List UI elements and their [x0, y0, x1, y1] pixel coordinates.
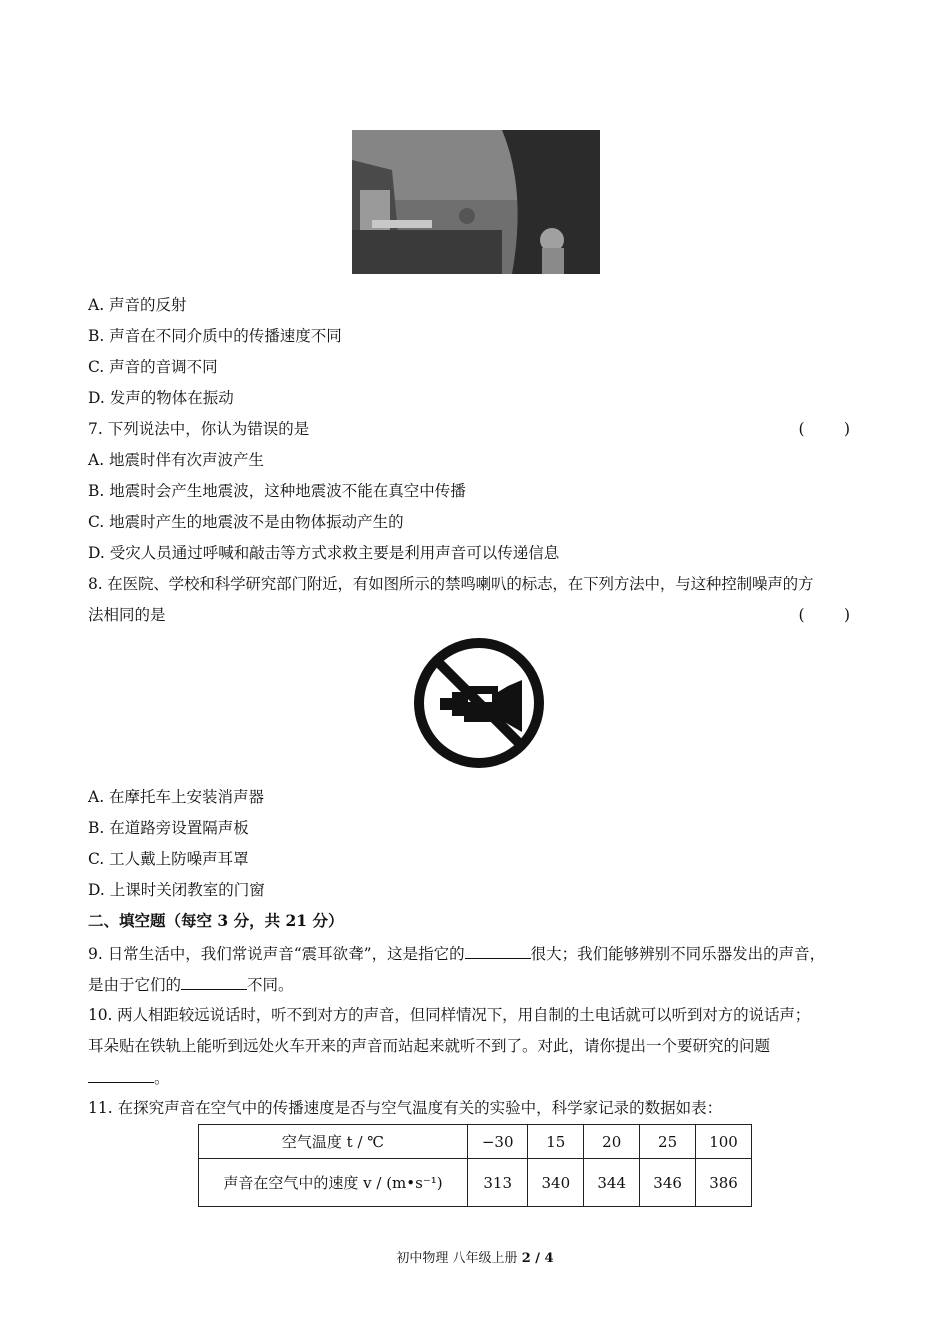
q6-option-a: A. 声音的反射 [88, 296, 187, 314]
q7-stem: 7. 下列说法中，你认为错误的是 [88, 420, 310, 438]
q9-line2 [88, 973, 294, 996]
q9-line2a: 是由于它们的 [88, 976, 182, 994]
q9-blank-1[interactable] [465, 942, 531, 959]
table-cell: 386 [696, 1159, 752, 1207]
q10-blank[interactable] [88, 1066, 154, 1083]
q9-part1: 9. 日常生活中，我们常说声音“震耳欲聋”，这是指它的 [88, 945, 465, 963]
q9-part2: 很大；我们能够辨别不同乐器发出的声音， [530, 945, 826, 963]
table-row-speed [199, 1159, 752, 1207]
q8-answer-paren: ( ) [798, 606, 850, 624]
q11-stem: 11. 在探究声音在空气中的传播速度是否与空气温度有关的实验中，科学家记录的数据如表： [88, 1099, 723, 1117]
table-cell: 100 [696, 1125, 752, 1159]
q10-line2: 耳朵贴在铁轨上能听到远处火车开来的声音而站起来就听不到了。对此，请你提出一个要研究的问题 [88, 1037, 771, 1055]
q8-option-b: B. 在道路旁设置隔声板 [88, 819, 249, 837]
q9-line2b: 不同。 [247, 976, 294, 994]
footer-page-number: 2 / 4 [521, 1251, 554, 1266]
q7-option-d: D. 受灾人员通过呼喊和敲击等方式求救主要是利用声音可以传递信息 [88, 544, 560, 562]
q6-option-d: D. 发声的物体在振动 [88, 389, 234, 407]
echo-wall-photo [352, 130, 600, 274]
table-header-speed: 声音在空气中的速度 v / (m•s⁻¹) [199, 1159, 468, 1207]
table-cell: 15 [528, 1125, 584, 1159]
table-cell: 340 [528, 1159, 584, 1207]
table-cell: 20 [584, 1125, 640, 1159]
q6-option-b: B. 声音在不同介质中的传播速度不同 [88, 327, 342, 345]
q8-stem-line2: 法相同的是 [88, 606, 166, 624]
no-horn-sign-icon [412, 636, 546, 770]
table-cell: 344 [584, 1159, 640, 1207]
q8-option-c: C. 工人戴上防噪声耳罩 [88, 850, 249, 868]
table-cell: 313 [468, 1159, 528, 1207]
table-cell: −30 [468, 1125, 528, 1159]
q10-line3-tail: 。 [154, 1069, 170, 1087]
q8-stem-line1: 8. 在医院、学校和科学研究部门附近，有如图所示的禁鸣喇叭的标志，在下列方法中，与这种控制噪声的方 [88, 575, 814, 593]
footer-subject: 初中物理 八年级上册 [396, 1251, 522, 1266]
table-cell: 346 [640, 1159, 696, 1207]
q7-answer-paren: ( ) [798, 420, 850, 438]
q7-option-a: A. 地震时伴有次声波产生 [88, 451, 265, 469]
q7-option-b: B. 地震时会产生地震波，这种地震波不能在真空中传播 [88, 482, 466, 500]
speed-temperature-table [198, 1124, 752, 1207]
q10-line3 [88, 1066, 170, 1089]
table-cell: 25 [640, 1125, 696, 1159]
section-heading-fill-in: 二、填空题（每空 3 分，共 21 分） [88, 911, 344, 930]
q8-option-d: D. 上课时关闭教室的门窗 [88, 881, 265, 899]
table-row-temperature [199, 1125, 752, 1159]
q9-blank-2[interactable] [181, 973, 247, 990]
table-header-temperature: 空气温度 t / ℃ [199, 1125, 468, 1159]
q10-line1: 10. 两人相距较远说话时，听不到对方的声音，但同样情况下，用自制的土电话就可以听到对方的说话声； [88, 1006, 811, 1024]
q7-option-c: C. 地震时产生的地震波不是由物体振动产生的 [88, 513, 404, 531]
q9-line1 [88, 942, 825, 965]
q6-option-c: C. 声音的音调不同 [88, 358, 218, 376]
page-footer [0, 1247, 950, 1266]
q8-option-a: A. 在摩托车上安装消声器 [88, 788, 265, 806]
